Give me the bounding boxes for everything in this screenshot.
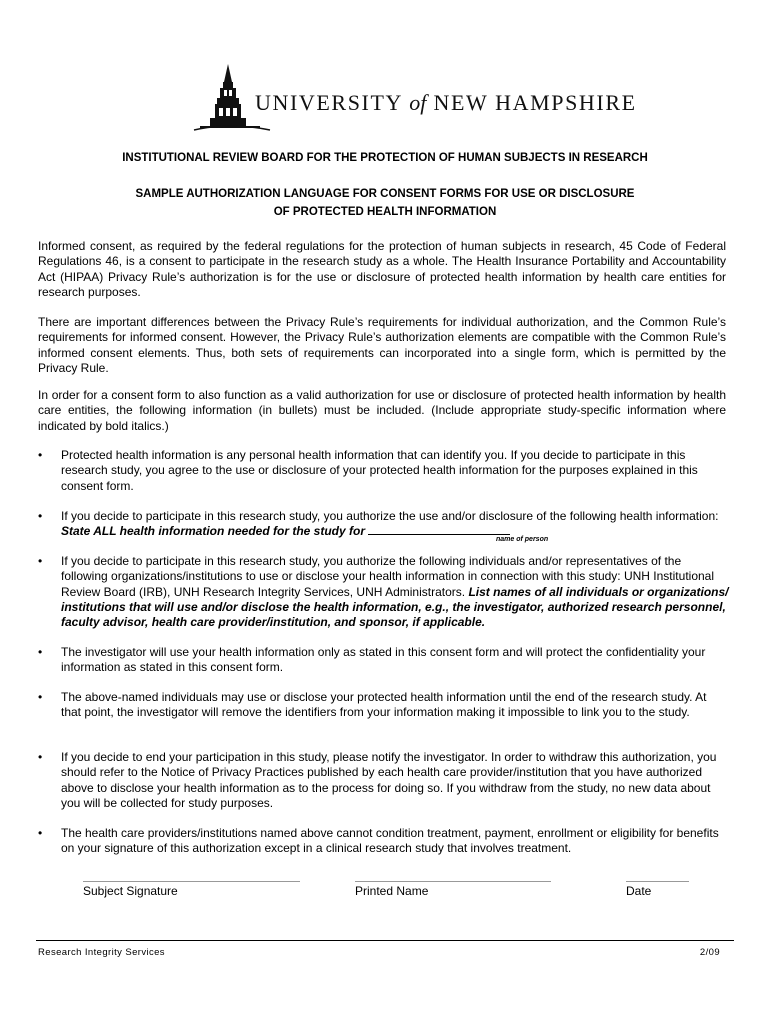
name-of-person-field[interactable]: [368, 524, 510, 535]
footer-date: 2/09: [699, 947, 720, 958]
footer-divider: [36, 940, 734, 941]
bullet-icon: •: [38, 826, 43, 840]
bullet-icon: •: [38, 554, 43, 568]
bullet-icon: •: [38, 690, 43, 704]
printed-name-line[interactable]: [355, 881, 551, 883]
intro-paragraph-3: In order for a consent form to also function as a valid authorization for use or disclosure of protected health information by health care entities, the following information (in bullets) must be included. (Include appropriate study-specific information where indicated by bold italics.): [38, 388, 726, 433]
date-line[interactable]: [626, 881, 689, 883]
footer-org: Research Integrity Services: [38, 947, 165, 958]
bullet-icon: •: [38, 645, 43, 659]
subject-signature-label: Subject Signature: [83, 884, 178, 898]
bullet-icon: •: [38, 448, 43, 462]
intro-paragraph-2: There are important differences between the Privacy Rule’s requirements for individual authorization, and the Common Rule’s requirements for informed consent. However, the Privacy Rule’s authorization elements are compatible with the Common Rule’s informed consent elements. Thus, both sets of requirements can incorporated into a single form, which is permitted by the Privacy Rule.: [38, 315, 726, 375]
subtitle-line-1: SAMPLE AUTHORIZATION LANGUAGE FOR CONSENT FORMS FOR USE OR DISCLOSURE: [135, 188, 635, 200]
intro-paragraph-1: Informed consent, as required by the federal regulations for the protection of human subjects in research, 45 Code of Federal Regulations 46, is a consent to participate in the research study as a whole. The Health Insurance Portability and Accountability Act (HIPAA) Privacy Rule’s authorization is for the use or disclosure of protected health information by health care entities for research purposes.: [38, 239, 726, 299]
subtitle-line-2: OF PROTECTED HEALTH INFORMATION: [273, 206, 497, 218]
bullet-icon: •: [38, 509, 43, 523]
bullet-icon: •: [38, 750, 43, 764]
subject-signature-line[interactable]: [83, 881, 300, 883]
logo-wordmark: UNIVERSITY of NEW HAMPSHIRE: [255, 90, 637, 115]
name-of-person-caption: name of person: [496, 536, 549, 543]
printed-name-label: Printed Name: [355, 884, 429, 898]
page-title: INSTITUTIONAL REVIEW BOARD FOR THE PROTECTION OF HUMAN SUBJECTS IN RESEARCH: [122, 152, 648, 164]
date-label: Date: [626, 884, 652, 898]
